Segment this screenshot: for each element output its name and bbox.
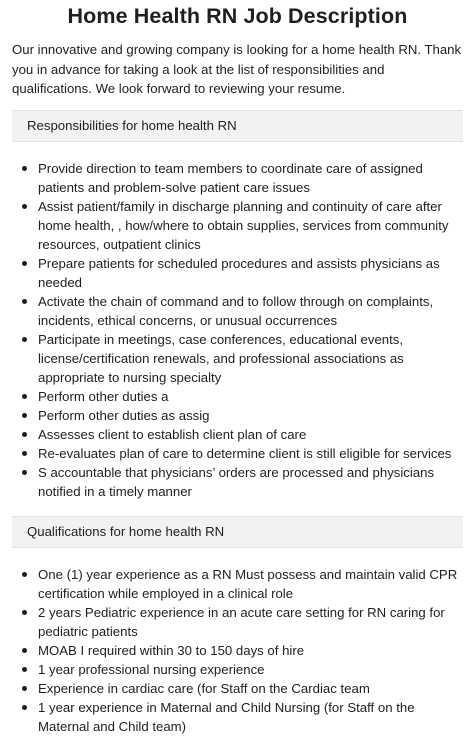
bullet-icon xyxy=(22,394,27,399)
list-item-text: Perform other duties as assig xyxy=(38,407,210,423)
list-item xyxy=(22,463,463,501)
qualifications-heading: Qualifications for home health RN xyxy=(12,516,463,548)
bullet-icon xyxy=(22,470,27,475)
list-item xyxy=(22,292,463,330)
list-item xyxy=(22,565,463,603)
list-item xyxy=(22,698,463,736)
list-item-text: Experience in cardiac care (for Staff on the Cardiac team xyxy=(38,680,370,696)
bullet-icon xyxy=(22,705,27,710)
qualifications-list xyxy=(12,565,463,736)
list-item xyxy=(22,603,463,641)
list-item-text: 2 years Pediatric experience in an acute care setting for RN caring for pediatric patients xyxy=(38,604,445,639)
bullet-icon xyxy=(22,572,27,577)
bullet-icon xyxy=(22,686,27,691)
list-item-text: Assist patient/family in discharge planning and continuity of care after home health, , how/where to obtain supplies, services from community resources, outpatient clinics xyxy=(38,198,449,252)
list-item-text: 1 year experience in Maternal and Child Nursing (for Staff on the Maternal and Child team) xyxy=(38,699,415,734)
list-item xyxy=(22,254,463,292)
bullet-icon xyxy=(22,451,27,456)
list-item-text: S accountable that physicians’ orders are processed and physicians notified in a timely manner xyxy=(38,464,435,499)
page-title: Home Health RN Job Description xyxy=(67,4,408,28)
list-item-text: One (1) year experience as a RN Must possess and maintain valid CPR certification while employed in a clinical role xyxy=(38,566,458,601)
list-item-text: 1 year professional nursing experience xyxy=(38,661,265,677)
bullet-icon xyxy=(22,337,27,342)
bullet-icon xyxy=(22,299,27,304)
list-item-text: Prepare patients for scheduled procedures and assists physicians as needed xyxy=(38,255,440,290)
list-item xyxy=(22,159,463,197)
list-item xyxy=(22,641,463,660)
list-item-text: Activate the chain of command and to follow through on complaints, incidents, ethical concerns, or unusual occurrences xyxy=(38,293,434,328)
list-item xyxy=(22,679,463,698)
bullet-icon xyxy=(22,432,27,437)
bullet-icon xyxy=(22,261,27,266)
qualifications-section xyxy=(12,516,463,736)
list-item xyxy=(22,197,463,254)
list-item-text: Re-evaluates plan of care to determine client is still eligible for services xyxy=(38,445,452,461)
intro-paragraph: Our innovative and growing company is looking for a home health RN. Thank you in advance for taking a look at the list of responsibilities and qualifications. We look forward to reviewing your resume. xyxy=(12,42,462,96)
list-item xyxy=(22,444,463,463)
list-item-text: Participate in meetings, case conferences, educational events, license/certification renewals, and professional associations as appropriate to nursing specialty xyxy=(38,331,404,385)
bullet-icon xyxy=(22,610,27,615)
list-item xyxy=(22,387,463,406)
list-item-text: Provide direction to team members to coordinate care of assigned patients and problem-solve patient care issues xyxy=(38,160,423,195)
responsibilities-list xyxy=(12,159,463,501)
responsibilities-section xyxy=(12,110,463,501)
list-item xyxy=(22,406,463,425)
list-item xyxy=(22,425,463,444)
list-item-text: Assesses client to establish client plan of care xyxy=(38,426,307,442)
list-item xyxy=(22,330,463,387)
bullet-icon xyxy=(22,166,27,171)
bullet-icon xyxy=(22,667,27,672)
responsibilities-heading: Responsibilities for home health RN xyxy=(12,110,463,142)
list-item-text: MOAB I required within 30 to 150 days of hire xyxy=(38,642,305,658)
bullet-icon xyxy=(22,204,27,209)
bullet-icon xyxy=(22,648,27,653)
bullet-icon xyxy=(22,413,27,418)
list-item-text: Perform other duties a xyxy=(38,388,169,404)
